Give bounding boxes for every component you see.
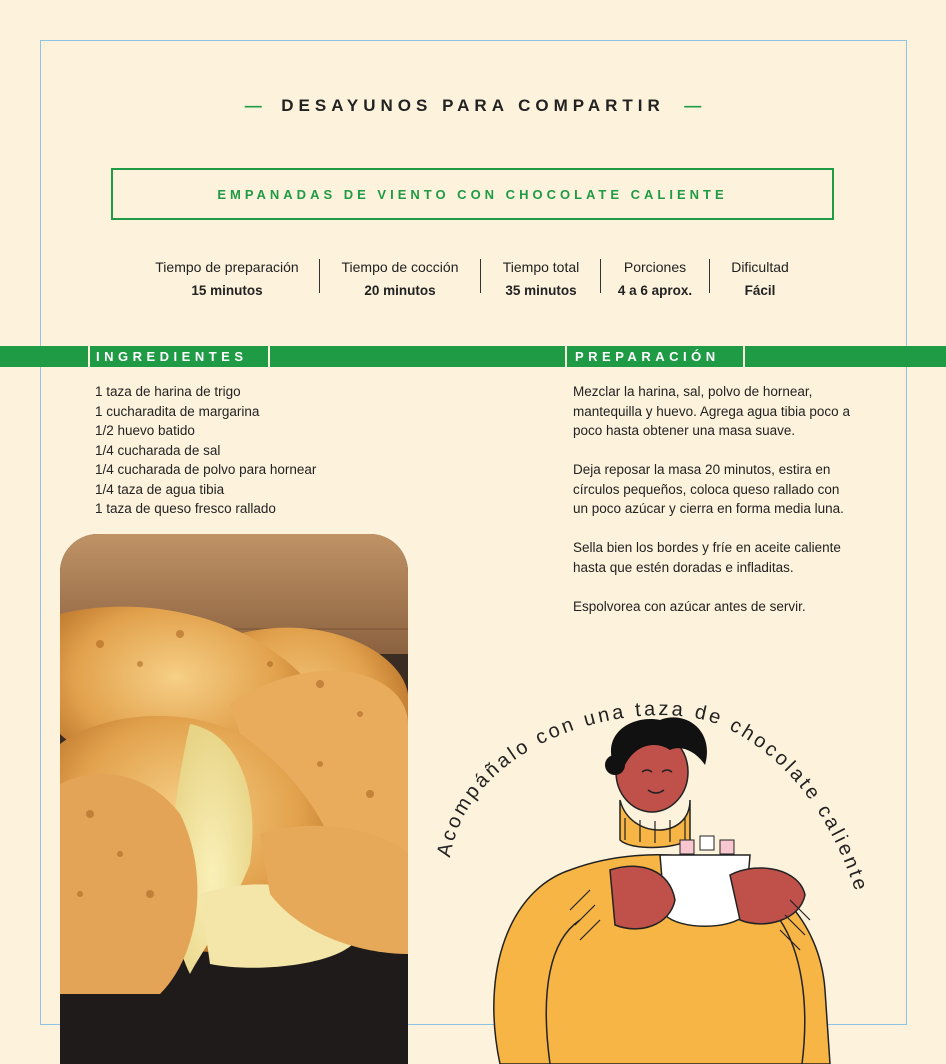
stat-value: Fácil — [744, 283, 776, 298]
list-item: 1/2 huevo batido — [95, 423, 195, 438]
stat-value: 35 minutos — [505, 283, 577, 298]
list-item: 1 taza de harina de trigo — [95, 384, 241, 399]
person-with-chocolate-illustration — [430, 690, 890, 1064]
preparation-heading: PREPARACIÓN — [565, 346, 745, 367]
recipe-name: EMPANADAS DE VIENTO CON CHOCOLATE CALIENTE — [217, 186, 728, 202]
prep-step: Deja reposar la masa 20 minutos, estira en círculos pequeños, coloca queso rallado con un poco azúcar y cierra en forma media luna. — [573, 462, 844, 516]
list-item: 1 taza de queso fresco rallado — [95, 501, 276, 516]
stat-label: Dificultad — [731, 259, 789, 275]
recipe-name-box — [111, 168, 834, 220]
list-item: 1/4 taza de agua tibia — [95, 481, 225, 497]
stat-divider — [480, 259, 481, 293]
stat-divider — [600, 259, 601, 293]
stat-cook-time — [332, 256, 468, 302]
list-item: 1/4 cucharada de sal — [95, 442, 221, 458]
stat-label: Porciones — [623, 259, 687, 275]
stat-label: Tiempo de preparación — [155, 259, 299, 275]
prep-step: Mezclar la harina, sal, polvo de hornear, mantequilla y huevo. Agrega agua tibia poco a poco hasta obtener una masa suave. — [573, 384, 850, 438]
section-title — [0, 96, 946, 116]
stat-servings — [608, 256, 702, 302]
stat-value: 4 a 6 aprox. — [617, 283, 693, 298]
section-title-text: DESAYUNOS PARA COMPARTIR — [281, 96, 665, 115]
stat-divider — [319, 259, 320, 293]
preparation-steps — [573, 382, 853, 636]
stat-value: 15 minutos — [191, 283, 263, 298]
stat-prep-time — [150, 256, 304, 302]
ingredients-heading: INGREDIENTES — [88, 346, 270, 367]
prep-step: Sella bien los bordes y fríe en aceite caliente hasta que estén doradas e infladitas. — [573, 540, 841, 575]
ingredients-list — [95, 382, 316, 519]
recipe-stats — [0, 256, 946, 296]
stat-difficulty — [718, 256, 802, 302]
prep-step: Espolvorea con azúcar antes de servir. — [573, 598, 806, 614]
empanadas-photo — [60, 534, 408, 1064]
stat-label: Tiempo de cocción — [341, 259, 459, 275]
title-dash-left: — — [244, 96, 262, 115]
title-dash-right: — — [684, 96, 702, 115]
stat-divider — [709, 259, 710, 293]
tagline-text: Acompáñalo con una taza de chocolate caliente — [433, 698, 873, 896]
stat-value: 20 minutos — [364, 283, 436, 298]
list-item: 1 cucharadita de margarina — [95, 403, 260, 419]
stat-total-time — [492, 256, 590, 302]
list-item: 1/4 cucharada de polvo para hornear — [95, 462, 317, 477]
stat-label: Tiempo total — [502, 259, 580, 275]
